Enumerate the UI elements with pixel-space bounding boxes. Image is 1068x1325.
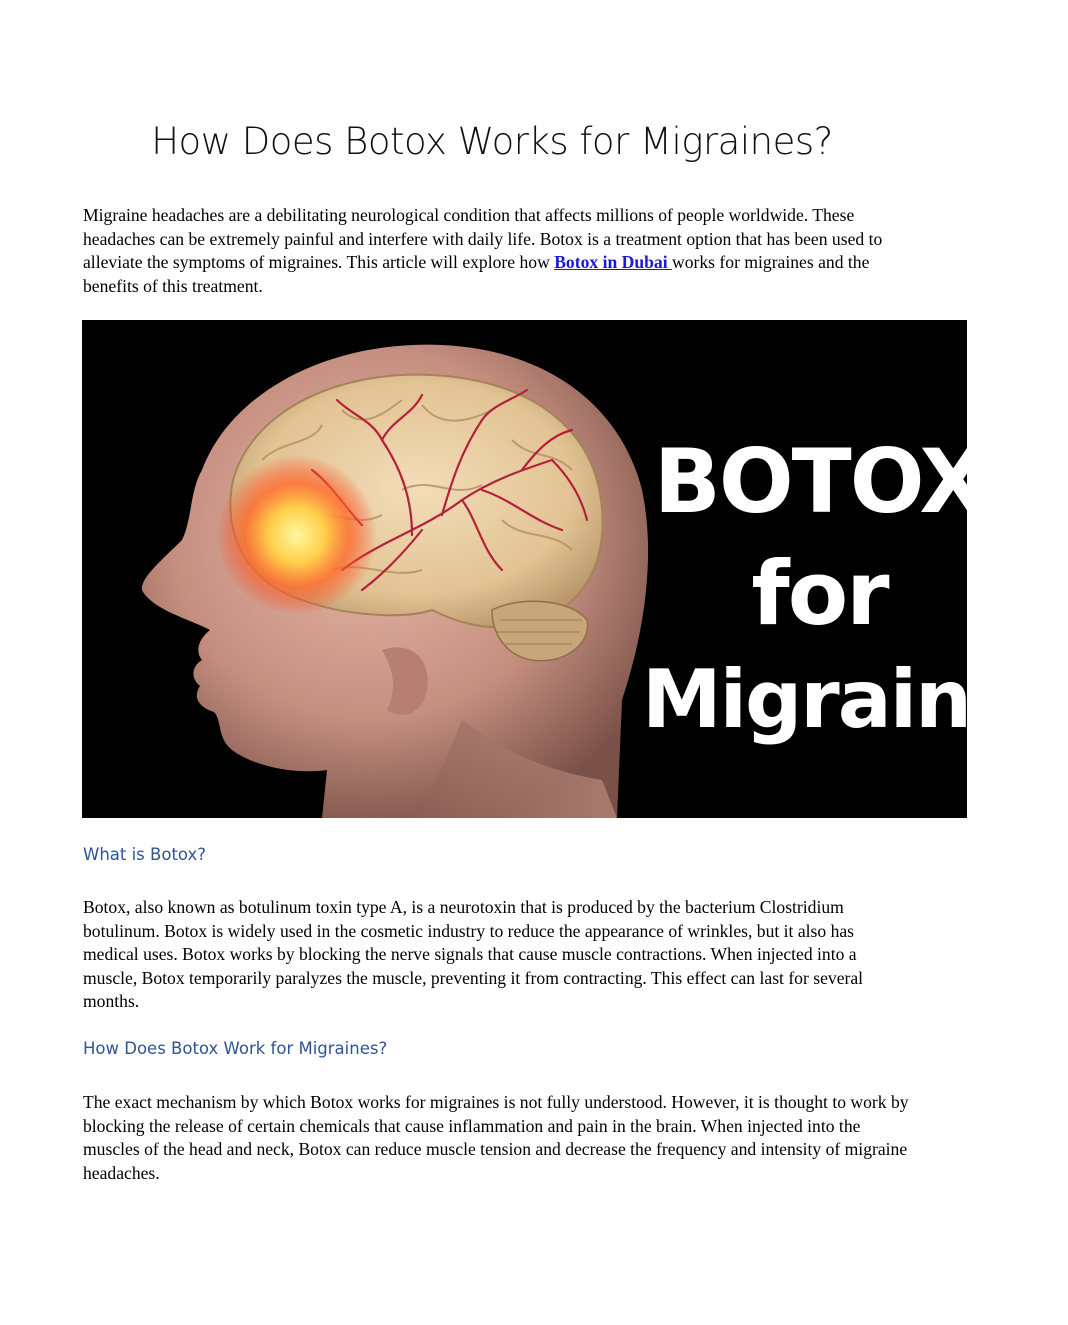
botox-in-dubai-link[interactable]: Botox in Dubai [554,252,673,272]
hero-text-migraines: Migraines [642,653,1068,746]
intro-paragraph [83,204,913,298]
hero-text-for: for [751,542,888,645]
intro-text-before: Migraine headaches are a debilitating neurological condition that affects millions of people worldwide. These headaches can be extremely painful and interfere with daily life. Botox is a treatment option that has been used to alleviate the symptoms of migraines. This article will explore how [83,205,883,272]
section-body-how-botox-works: The exact mechanism by which Botox works for migraines is not fully understood. However, it is thought to work by blocking the release of certain chemicals that cause inflammation and pain in the brain. When injected into the muscles of the head and neck, Botox can reduce muscle tension and decrease the frequency and intensity of migraine headaches. [83,1092,909,1183]
hero-image [82,320,1068,818]
hero-text-botox: BOTOX [653,430,986,533]
intro-text-after: works for migraines and the benefits of this treatment. [83,252,870,296]
section-heading-how-botox-works: How Does Botox Work for Migraines? [83,1039,388,1058]
page-title: How Does Botox Works for Migraines? [151,120,833,163]
section-body-what-is-botox: Botox, also known as botulinum toxin type A, is a neurotoxin that is produced by the bacterium Clostridium botulinum. Botox is widely used in the cosmetic industry to reduce the appearance of wrinkles, but it also has medical uses. Botox works by blocking the nerve signals that cause muscle contractions. When injected into a muscle, Botox temporarily paralyzes the muscle, preventing it from contracting. This effect can last for several months. [83,897,864,1011]
section-heading-what-is-botox: What is Botox? [83,845,207,864]
